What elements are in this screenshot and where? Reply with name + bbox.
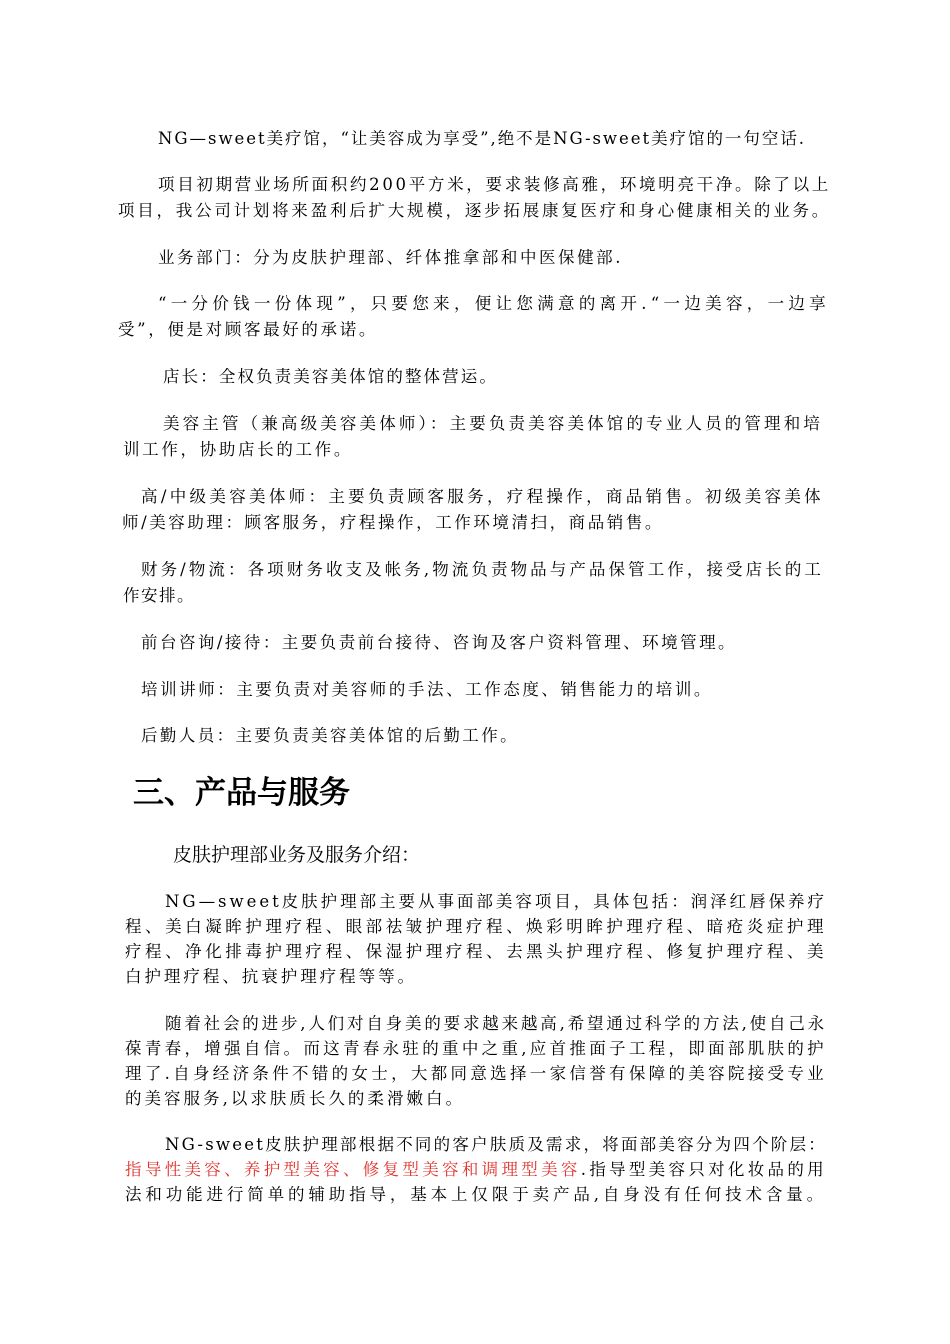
- paragraph-4-line-1: “一分价钱一份体现”，只要您来，便让您满意的离开.“一边美容，一边享: [158, 294, 830, 313]
- section-paragraph-2-line-2: 葆青春，增强自信。而这青春永驻的重中之重,应首推面子工程，即面部肌肤的护: [125, 1039, 827, 1058]
- paragraph-2-line-2: 项目，我公司计划将来盈利后扩大规模，逐步拓展康复医疗和身心健康相关的业务。: [118, 201, 831, 220]
- section-paragraph-1-line-3: 疗程、净化排毒护理疗程、保湿护理疗程、去黑头护理疗程、修复护理疗程、美: [125, 942, 827, 961]
- paragraph-1-line-1: NG—sweet美疗馆，“让美容成为享受”,绝不是NG-sweet美疗馆的一句空话.: [158, 129, 806, 148]
- section-subheading: 皮肤护理部业务及服务介绍：: [173, 844, 421, 866]
- paragraph-5-line-1: 店长：全权负责美容美体馆的整体营运。: [163, 367, 498, 386]
- section-paragraph-2-line-4: 的美容服务,以求肤质长久的柔滑嫩白。: [125, 1089, 465, 1108]
- highlighted-text: 指导性美容、养护型美容、修复型美容和调理型美容: [125, 1160, 581, 1179]
- section-paragraph-2-line-3: 理了.自身经济条件不错的女士，大都同意选择一家信誉有保障的美容院接受专业: [125, 1064, 827, 1083]
- paragraph-10-line-1: 培训讲师：主要负责对美容师的手法、工作态度、销售能力的培训。: [141, 680, 713, 699]
- section-paragraph-3-line-1: NG-sweet皮肤护理部根据不同的客户肤质及需求，将面部美容分为四个阶层：: [165, 1135, 827, 1154]
- line-continuation: .指导型美容只对化妆品的用: [580, 1160, 827, 1179]
- section-paragraph-1-line-4: 白护理疗程、抗衰护理疗程等等。: [125, 967, 417, 986]
- paragraph-4-line-2: 受”，便是对顾客最好的承诺。: [118, 320, 378, 339]
- paragraph-3-line-1: 业务部门：分为皮肤护理部、纤体推拿部和中医保健部.: [158, 248, 623, 267]
- section-paragraph-1-line-2: 程、美白凝眸护理疗程、眼部祛皱护理疗程、焕彩明眸护理疗程、暗疮炎症护理: [125, 917, 827, 936]
- paragraph-9-line-1: 前台咨询/接待：主要负责前台接待、咨询及客户资料管理、环境管理。: [141, 633, 737, 652]
- section-paragraph-1-line-1: NG—sweet皮肤护理部主要从事面部美容项目，具体包括：润泽红唇保养疗: [165, 892, 827, 911]
- paragraph-6-line-2: 训工作，协助店长的工作。: [123, 440, 353, 459]
- section-paragraph-3-line-3: 法和功能进行简单的辅助指导，基本上仅限于卖产品,自身没有任何技术含量。: [125, 1185, 827, 1204]
- paragraph-8-line-1: 财务/物流：各项财务收支及帐务,物流负责物品与产品保管工作，接受店长的工: [141, 560, 824, 579]
- paragraph-6-line-1: 美容主管（兼高级美容美体师）：主要负责美容美体馆的专业人员的管理和培: [163, 414, 823, 433]
- paragraph-11-line-1: 后勤人员：主要负责美容美体馆的后勤工作。: [141, 726, 519, 745]
- paragraph-7-line-1: 高/中级美容美体师：主要负责顾客服务，疗程操作，商品销售。初级美容美体: [141, 487, 824, 506]
- paragraph-2-line-1: 项目初期营业场所面积约200平方米，要求装修高雅，环境明亮干净。除了以上: [158, 175, 831, 194]
- paragraph-7-line-2: 师/美容助理：顾客服务，疗程操作，工作环境清扫，商品销售。: [122, 513, 664, 532]
- section-paragraph-2-line-1: 随着社会的进步,人们对自身美的要求越来越高,希望通过科学的方法,使自己永: [165, 1014, 827, 1033]
- paragraph-8-line-2: 作安排。: [123, 586, 195, 605]
- section-heading: 三、产品与服务: [133, 775, 350, 811]
- section-paragraph-3-line-2: [125, 1159, 827, 1181]
